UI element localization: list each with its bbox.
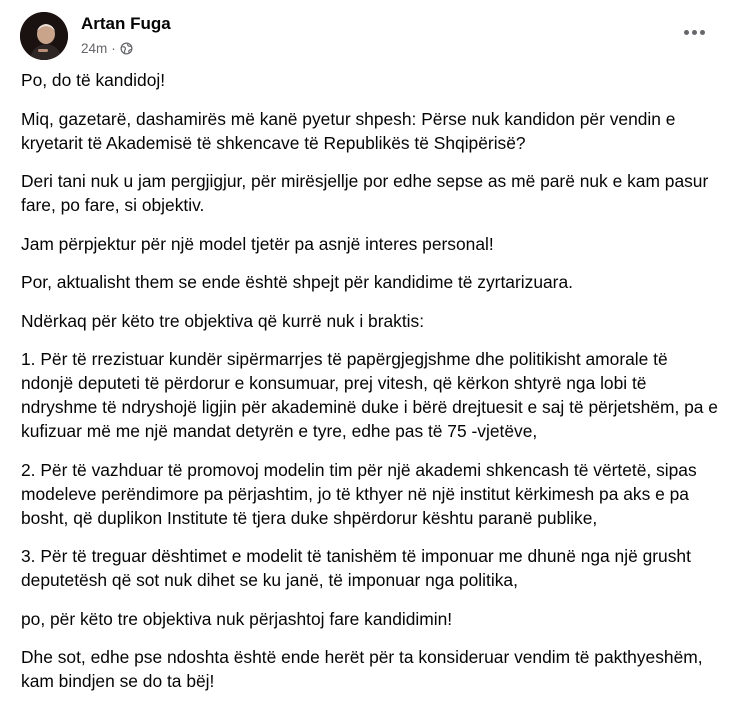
post-paragraph: Jam përpjektur për një model tjetër pa asnjë interes personal! xyxy=(21,233,494,254)
more-options-button[interactable] xyxy=(674,12,714,52)
post-paragraph: 3. Për të treguar dështimet e modelit të tanishëm të imponuar me dhunë nga një grusht deputetësh që sot nuk dihet se ku janë, të imponuar nga politika, xyxy=(21,546,691,590)
post-paragraph: 2. Për të vazhduar të promovoj modelin tim për një akademi shkencash të vërtetë, sipas modeleve perëndimore pa përjashtim, jo të kthyer në një institut kërkimesh pa aks e pa bosht, që duplikon Institute të tjera duke shpërdorur kështu paranë publike, xyxy=(21,459,697,528)
post-paragraph: Deri tani nuk u jam pergjigjur, për mirësjellje por edhe sepse as më parë nuk e kam pasur fare, po fare, si objektiv. xyxy=(21,171,709,215)
post-timestamp[interactable]: 24m xyxy=(81,40,108,56)
post-paragraph: 1. Për të rrezistuar kundër sipërmarrjes të papërgjegjshme dhe politikisht amorale të ndonjë deputeti të përdorur e konsumuar, prej vitesh, që kërkon shtyrë nga lobi të ndryshme të ndryshojë ligjin për akademinë duke i bërë drejtuesit e saj të përjetshëm, pa e kufizuar më me një mandat detyrën e tyre, edhe pas të 75 -vjetëve, xyxy=(21,349,718,441)
more-horizontal-icon xyxy=(684,30,705,35)
meta-separator: · xyxy=(111,40,116,56)
author-photo-icon xyxy=(20,12,68,60)
post-meta xyxy=(81,39,133,57)
post-paragraph: Por, aktualisht them se ende është shpejt për kandidime të zyrtarizuara. xyxy=(21,272,573,292)
author-name[interactable]: Artan Fuga xyxy=(81,14,171,33)
post-paragraph: Dhe sot, edhe pse ndoshta është ende herët për ta konsideruar vendim të pakthyeshëm, kam bindjen se do ta bëj! xyxy=(21,647,703,691)
post-content xyxy=(21,68,721,708)
post-paragraph: Ndërkaq për këto tre objektiva që kurrë nuk i braktis: xyxy=(21,310,425,331)
author-avatar[interactable] xyxy=(20,12,68,60)
globe-icon[interactable] xyxy=(120,42,133,55)
post-paragraph: Po, do të kandidoj! xyxy=(21,70,166,90)
post-header xyxy=(20,12,720,60)
post-paragraph: po, për këto tre objektiva nuk përjashtoj fare kandidimin! xyxy=(21,608,453,629)
post-paragraph: Miq, gazetarë, dashamirës më kanë pyetur shpesh: Përse nuk kandidon për vendin e kryetarit të Akademisë të shkencave të Republikës të Shqipërisë? xyxy=(21,108,676,153)
